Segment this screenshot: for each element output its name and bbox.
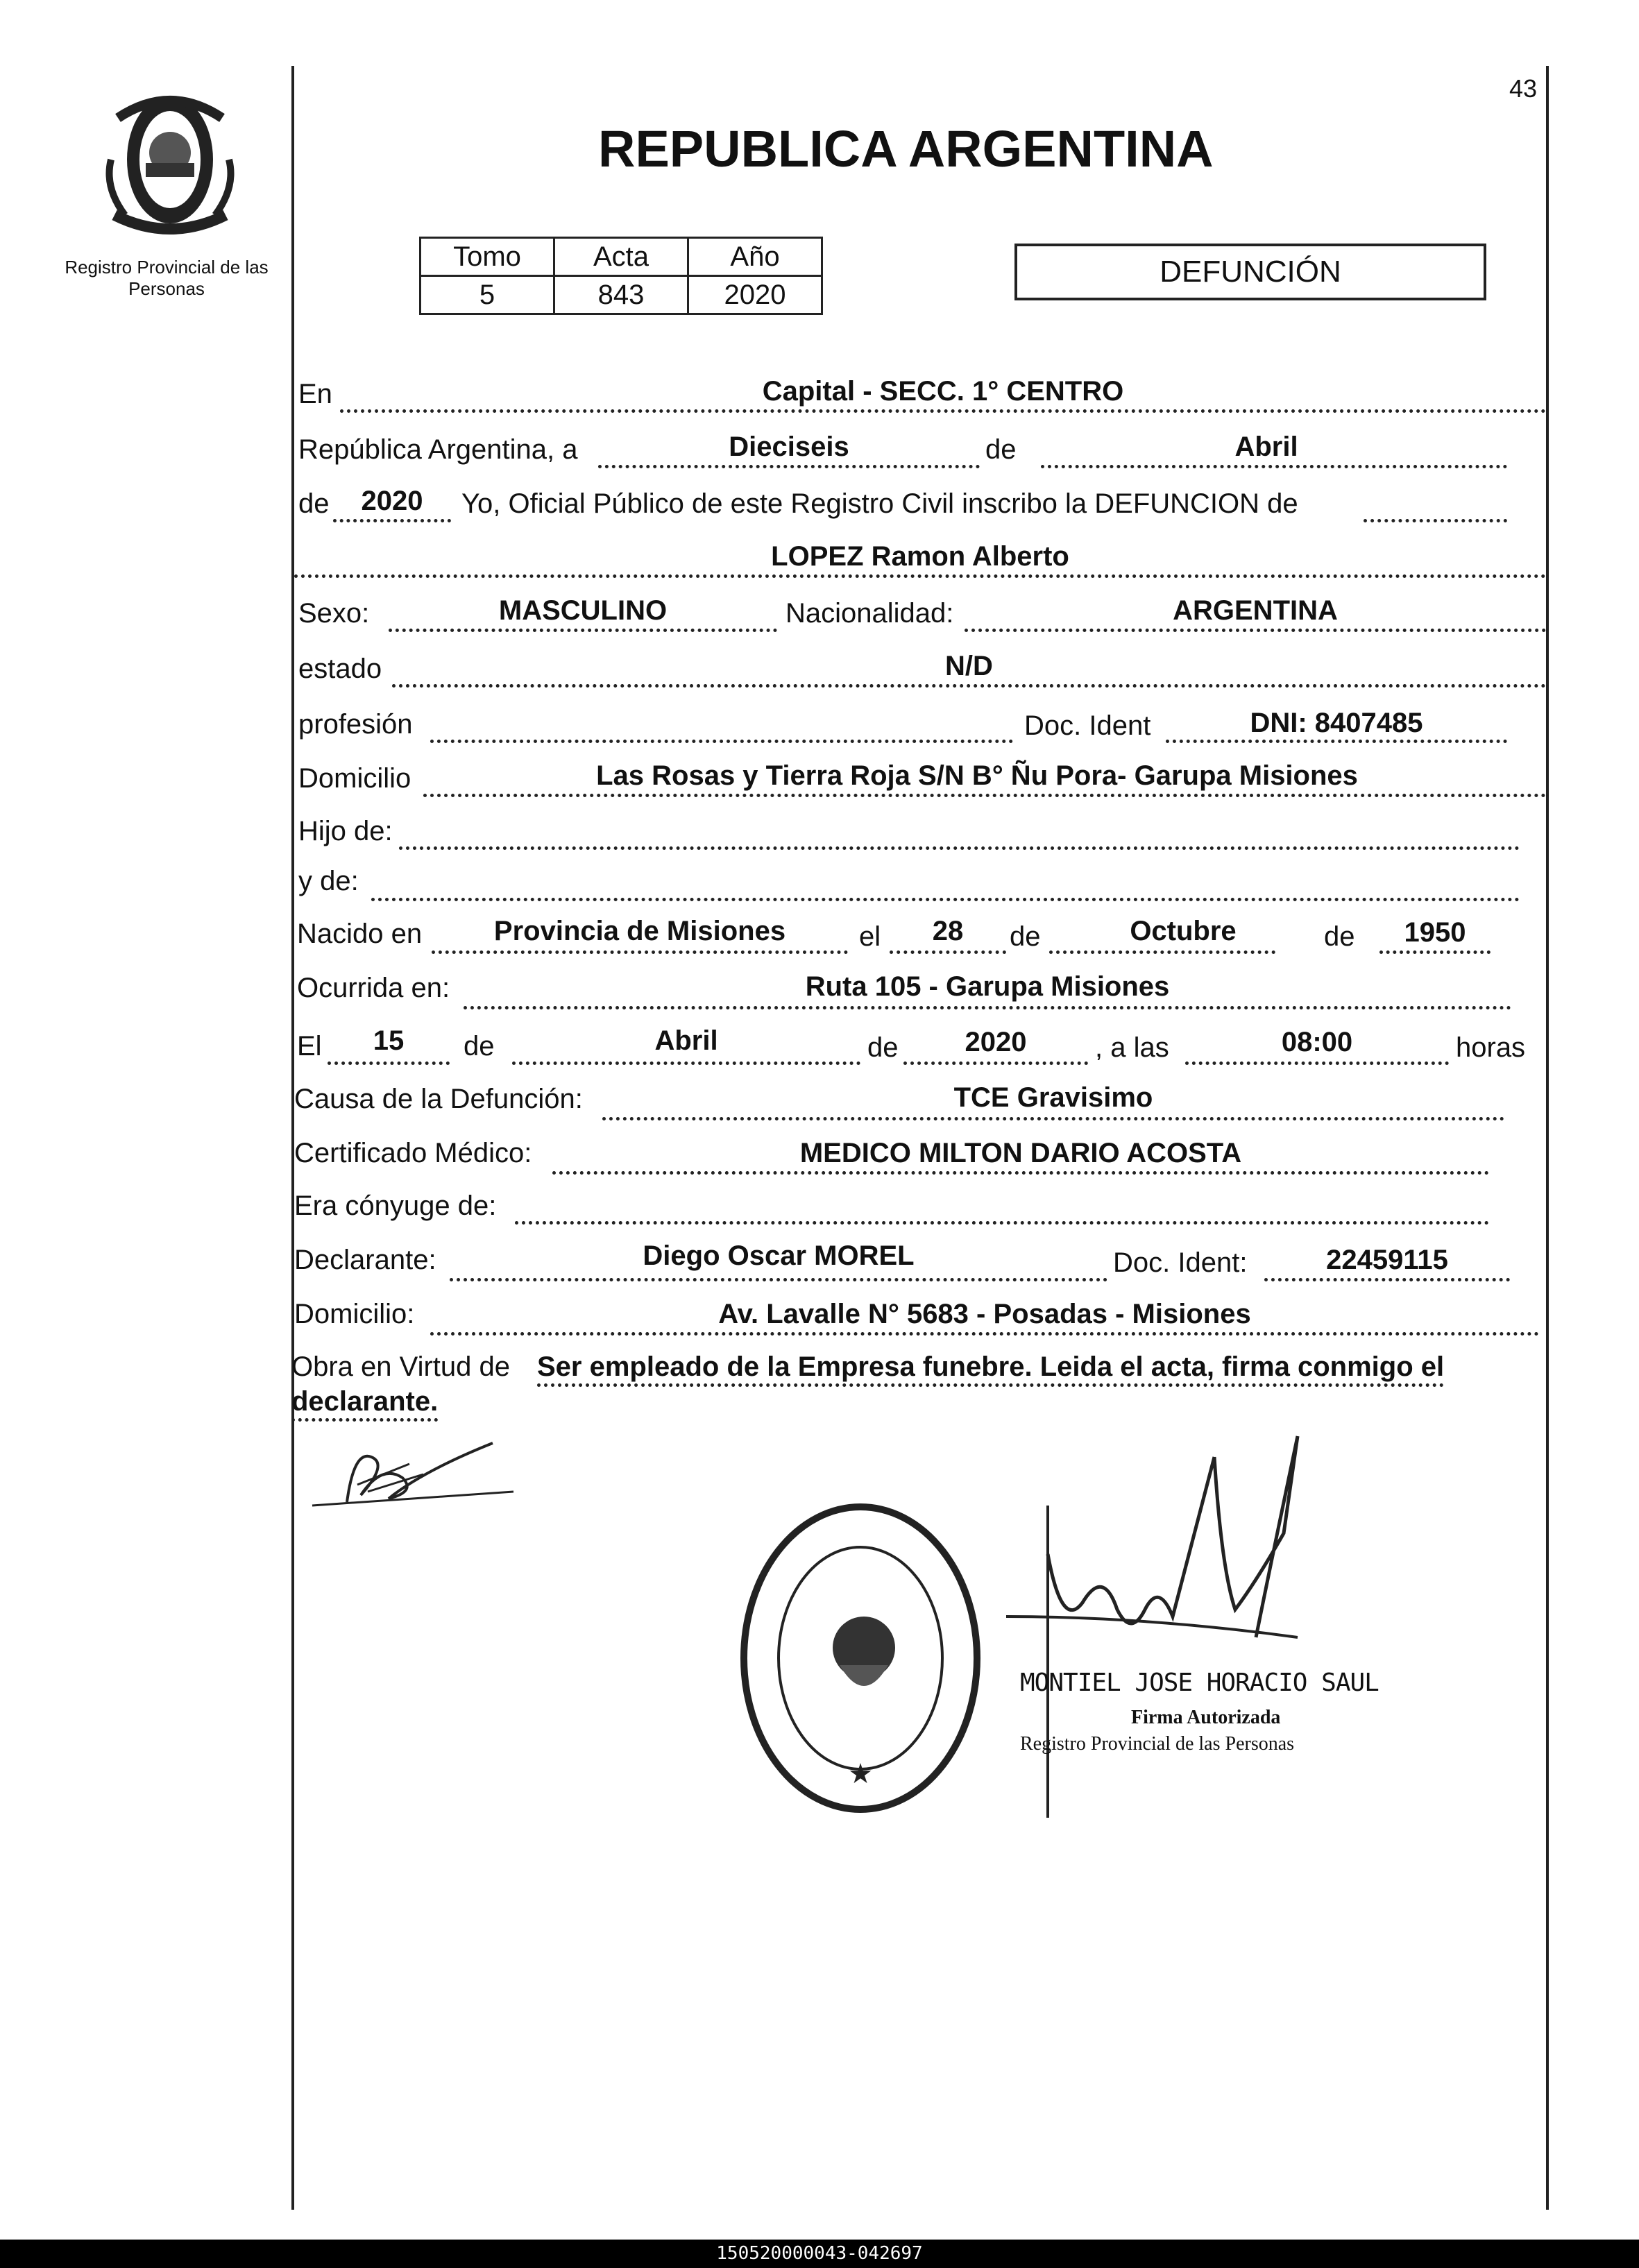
el2-label: El xyxy=(297,1031,322,1061)
domicilio2-line xyxy=(430,1332,1539,1336)
sexo-value: MASCULINO xyxy=(498,595,668,626)
def-mes-value: Abril xyxy=(654,1025,718,1056)
statement-line xyxy=(1364,519,1507,522)
domicilio-value: Las Rosas y Tierra Roja S/N B° Ñu Pora- Garupa Misiones xyxy=(596,760,1358,791)
stamp-org: Registro Provincial de las Personas xyxy=(1020,1733,1295,1755)
tomo-value: 5 xyxy=(421,276,554,314)
de-label-4: de xyxy=(1324,921,1355,952)
doc-label: Doc. Ident xyxy=(1024,710,1151,741)
en-label: En xyxy=(298,379,332,409)
domicilio2-value: Av. Lavalle N° 5683 - Posadas - Misiones xyxy=(718,1299,1251,1329)
province-logo xyxy=(97,76,243,239)
nacido-anio-line xyxy=(1379,950,1491,954)
causa-label: Causa de la Defunción: xyxy=(294,1084,583,1114)
def-dia-value: 15 xyxy=(373,1025,405,1056)
certificado-label: Certificado Médico: xyxy=(294,1138,532,1168)
page-number: 43 xyxy=(1509,74,1538,103)
tomo-header: Tomo xyxy=(421,238,554,276)
el-label: el xyxy=(859,921,881,952)
sexo-label: Sexo: xyxy=(298,598,370,629)
ocurrida-line xyxy=(464,1006,1511,1009)
de-label-3: de xyxy=(1010,921,1041,952)
nacido-dia-line xyxy=(890,950,1006,954)
footer-code: 150520000043-042697 xyxy=(716,2243,923,2264)
obra-label: Obra en Virtud de xyxy=(291,1352,511,1382)
hijo-line xyxy=(399,846,1520,850)
causa-value: TCE Gravisimo xyxy=(953,1082,1153,1113)
nacionalidad-line xyxy=(965,629,1546,632)
declarante-label: Declarante: xyxy=(294,1245,436,1275)
nacido-lugar-line xyxy=(432,950,848,954)
declarant-signature xyxy=(305,1436,534,1519)
profesion-line xyxy=(430,740,1013,743)
yde-line xyxy=(371,898,1520,901)
doc2-line xyxy=(1264,1278,1510,1281)
profesion-label: profesión xyxy=(298,709,413,740)
nacido-dia-value: 28 xyxy=(932,916,964,946)
right-margin-rule xyxy=(1546,66,1549,2210)
month-line xyxy=(1041,465,1507,468)
certificado-value: MEDICO MILTON DARIO ACOSTA xyxy=(799,1138,1242,1168)
footer-bar xyxy=(0,2240,1639,2268)
def-anio-value: 2020 xyxy=(965,1027,1027,1057)
de-label-2: de xyxy=(298,488,330,519)
declarante-value: Diego Oscar MOREL xyxy=(643,1240,915,1271)
domicilio2-label: Domicilio: xyxy=(294,1299,415,1329)
domicilio-label: Domicilio xyxy=(298,763,411,794)
sexo-line xyxy=(389,629,777,632)
anio-header: Año xyxy=(688,238,822,276)
anio-value: 2020 xyxy=(688,276,822,314)
stamp-name: MONTIEL JOSE HORACIO SAUL xyxy=(1020,1669,1379,1697)
record-type-box: DEFUNCIÓN xyxy=(1014,244,1486,300)
hijo-label: Hijo de: xyxy=(298,816,393,846)
ocurrida-label: Ocurrida en: xyxy=(297,973,450,1003)
estado-label: estado xyxy=(298,654,382,684)
nacionalidad-label: Nacionalidad: xyxy=(785,598,954,629)
domicilio-line xyxy=(423,794,1546,797)
document-title: REPUBLICA ARGENTINA xyxy=(598,120,1214,178)
doc2-value: 22459115 xyxy=(1326,1245,1448,1275)
official-seal xyxy=(736,1499,985,1818)
horas-label: horas xyxy=(1456,1032,1526,1063)
name-line xyxy=(294,574,1546,578)
nacido-lugar-value: Provincia de Misiones xyxy=(493,916,786,946)
conyuge-line xyxy=(515,1221,1489,1225)
de-label-5: de xyxy=(464,1031,495,1061)
place-value: Capital - SECC. 1° CENTRO xyxy=(762,376,1124,407)
doc2-label: Doc. Ident: xyxy=(1113,1247,1248,1278)
official-signature xyxy=(1006,1429,1353,1818)
statement-text: Yo, Oficial Público de este Registro Civil inscribo la DEFUNCION de xyxy=(461,488,1298,519)
svg-text:★: ★ xyxy=(848,1758,873,1790)
year-line xyxy=(333,519,451,522)
doc-value: DNI: 8407485 xyxy=(1250,708,1423,738)
nacido-label: Nacido en xyxy=(297,919,423,949)
deceased-name: LOPEZ Ramon Alberto xyxy=(771,541,1069,572)
de-label-6: de xyxy=(867,1032,899,1063)
nacido-anio-value: 1950 xyxy=(1404,917,1466,948)
alas-label: , a las xyxy=(1095,1032,1169,1063)
nacido-mes-value: Octubre xyxy=(1130,916,1237,946)
nacionalidad-value: ARGENTINA xyxy=(1173,595,1338,626)
month-value: Abril xyxy=(1234,432,1298,462)
certificado-line xyxy=(552,1171,1489,1175)
def-dia-line xyxy=(328,1061,450,1065)
year-value: 2020 xyxy=(361,486,423,516)
doc-line xyxy=(1166,740,1507,743)
acta-value: 843 xyxy=(554,276,688,314)
day-value: Dieciseis xyxy=(729,432,849,462)
obra-line1: Ser empleado de la Empresa funebre. Leida el acta, firma conmigo el xyxy=(537,1353,1444,1387)
def-hora-line xyxy=(1185,1061,1449,1065)
nacido-mes-line xyxy=(1049,950,1275,954)
day-line xyxy=(598,465,980,468)
acta-header: Acta xyxy=(554,238,688,276)
def-mes-line xyxy=(512,1061,860,1065)
causa-line xyxy=(602,1117,1504,1120)
registry-name: Registro Provincial de las Personas xyxy=(65,257,269,299)
estado-value: N/D xyxy=(945,651,993,681)
estado-line xyxy=(392,684,1546,688)
stamp-role: Firma Autorizada xyxy=(1131,1707,1281,1728)
conyuge-label: Era cónyuge de: xyxy=(294,1191,497,1221)
ocurrida-value: Ruta 105 - Garupa Misiones xyxy=(805,971,1170,1002)
declarante-line xyxy=(450,1278,1107,1281)
yde-label: y de: xyxy=(298,866,359,896)
record-table xyxy=(419,237,823,315)
republica-label: República Argentina, a xyxy=(298,434,578,465)
def-hora-value: 08:00 xyxy=(1281,1027,1353,1057)
de-label: de xyxy=(985,434,1017,465)
def-anio-line xyxy=(903,1061,1088,1065)
en-line xyxy=(340,409,1546,413)
obra-line2: declarante. xyxy=(291,1388,438,1422)
